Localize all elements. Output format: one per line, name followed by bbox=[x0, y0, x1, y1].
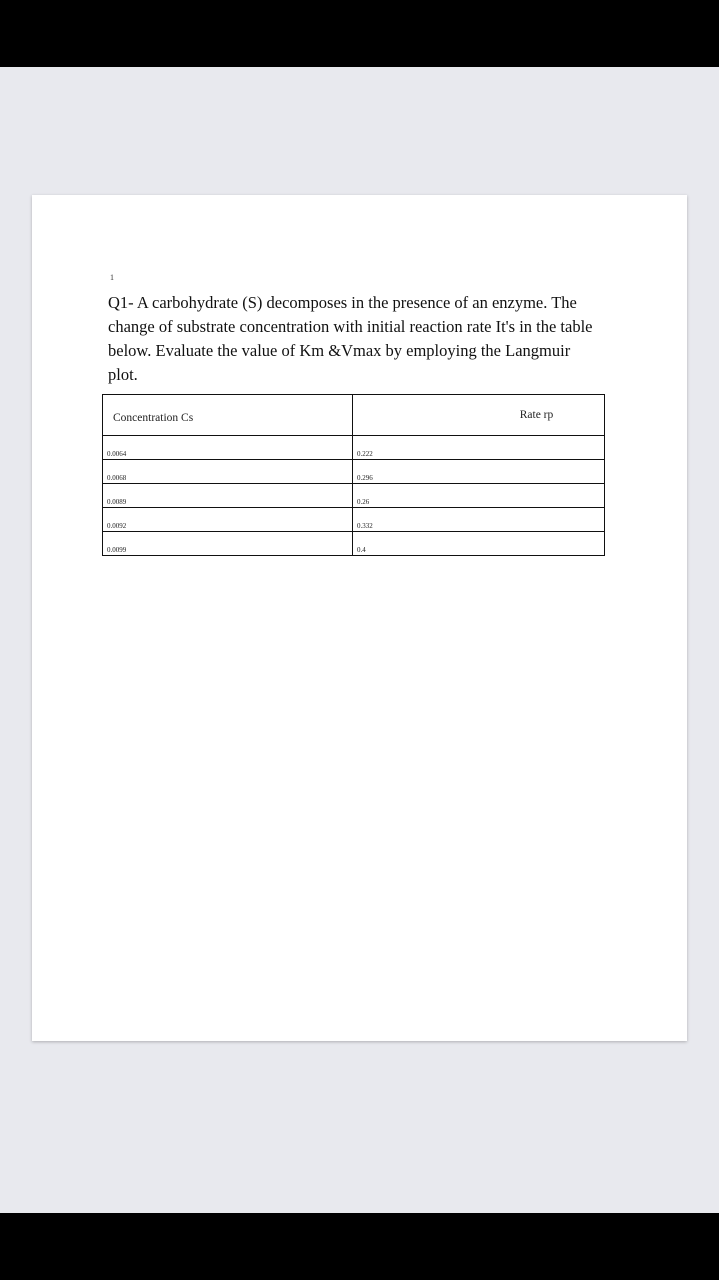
document-page bbox=[32, 195, 687, 1041]
cell-rate: 0.26 bbox=[353, 484, 605, 508]
page-mark: 1 bbox=[110, 273, 114, 282]
data-table bbox=[102, 394, 605, 556]
table-row bbox=[103, 532, 605, 556]
cell-rate: 0.332 bbox=[353, 508, 605, 532]
cell-rate: 0.222 bbox=[353, 436, 605, 460]
bottom-black-bar bbox=[0, 1213, 719, 1280]
table-row bbox=[103, 484, 605, 508]
table-row bbox=[103, 460, 605, 484]
cell-concentration: 0.0068 bbox=[103, 460, 353, 484]
table-row bbox=[103, 436, 605, 460]
top-black-bar bbox=[0, 0, 719, 67]
cell-concentration: 0.0089 bbox=[103, 484, 353, 508]
question-text: Q1- A carbohydrate (S) decomposes in the presence of an enzyme. The change of substrate concentration with initial reaction rate It's in the table below. Evaluate the value of Km &Vmax by employing the Langmuir plot. bbox=[108, 293, 593, 384]
header-concentration: Concentration Cs bbox=[103, 395, 353, 436]
cell-rate: 0.4 bbox=[353, 532, 605, 556]
table-header-row bbox=[103, 395, 605, 436]
header-rate: Rate rp bbox=[353, 395, 605, 436]
cell-concentration: 0.0064 bbox=[103, 436, 353, 460]
cell-concentration: 0.0092 bbox=[103, 508, 353, 532]
table-row bbox=[103, 508, 605, 532]
cell-rate: 0.296 bbox=[353, 460, 605, 484]
cell-concentration: 0.0099 bbox=[103, 532, 353, 556]
